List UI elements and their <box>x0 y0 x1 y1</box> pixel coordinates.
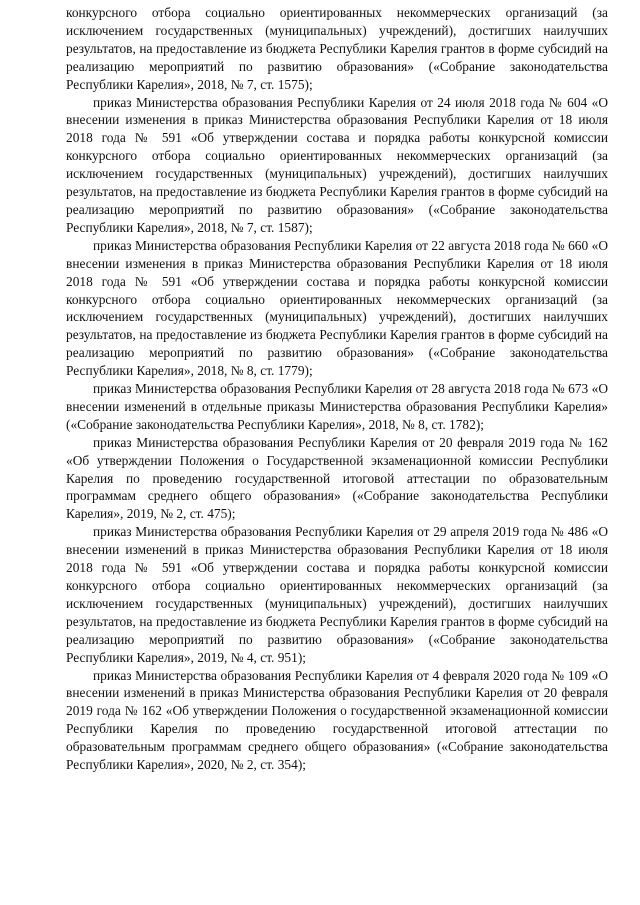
document-page <box>66 4 608 774</box>
paragraph-order-list-continuation: конкурсного отбора социально ориентированных некоммерческих организаций (за исключением государственных (муниципальных) учреждений), достигших наилучших результатов, на предоставление из бюджета Республики Карелия грантов в форме субсидий на реализацию мероприятий по развитию образования» («Собрание законодательства Республики Карелия», 2018, № 7, ст. 1575); <box>66 5 608 92</box>
paragraph-order-486: приказ Министерства образования Республики Карелия от 29 апреля 2019 года № 486 «О внесении изменений в приказ Министерства образования Республики Карелия от 18 июля 2018 года № 591 «Об утверждении состава и порядка работы конкурсной комиссии конкурсного отбора социально ориентированных некоммерческих организаций (за исключением государственных (муниципальных) учреждений), достигших наилучших результатов, на предоставление из бюджета Республики Карелия грантов в форме субсидий на реализацию мероприятий по развитию образования» («Собрание законодательства Республики Карелия», 2019, № 4, ст. 951); <box>66 524 608 665</box>
paragraph-order-604: приказ Министерства образования Республики Карелия от 24 июля 2018 года № 604 «О внесении изменения в приказ Министерства образования Республики Карелия от 18 июля 2018 года № 591 «Об утверждении состава и порядка работы конкурсной комиссии конкурсного отбора социально ориентированных некоммерческих организаций (за исключением государственных (муниципальных) учреждений), достигших наилучших результатов, на предоставление из бюджета Республики Карелия грантов в форме субсидий на реализацию мероприятий по развитию образования» («Собрание законодательства Республики Карелия», 2018, № 7, ст. 1587); <box>66 94 608 235</box>
paragraph-order-162: приказ Министерства образования Республики Карелия от 20 февраля 2019 года № 162 «Об утверждении Положения о Государственной экзаменационной комиссии Республики Карелия по проведению государственной итоговой аттестации по образовательным программам среднего общего образования» («Собрание законодательства Республики Карелия», 2019, № 2, ст. 475); <box>66 434 608 522</box>
paragraph-order-660: приказ Министерства образования Республики Карелия от 22 августа 2018 года № 660 «О внесении изменения в приказ Министерства образования Республики Карелия от 18 июля 2018 года № 591 «Об утверждении состава и порядка работы конкурсной комиссии конкурсного отбора социально ориентированных некоммерческих организаций (за исключением государственных (муниципальных) учреждений), достигших наилучших результатов, на предоставление из бюджета Республики Карелия грантов в форме субсидий на реализацию мероприятий по развитию образования» («Собрание законодательства Республики Карелия», 2018, № 8, ст. 1779); <box>66 237 608 379</box>
paragraph-order-109: приказ Министерства образования Республики Карелия от 4 февраля 2020 года № 109 «О внесении изменений в приказ Министерства образования Республики Карелия от 20 февраля 2019 года № 162 «Об утверждении Положения о государственной экзаменационной комиссии Республики Карелия по проведению государственной итоговой аттестации по образовательным программам среднего общего образования» («Собрание законодательства Республики Карелия», 2020, № 2, ст. 354); <box>66 667 608 773</box>
paragraph-order-673: приказ Министерства образования Республики Карелия от 28 августа 2018 года № 673 «О внесении изменений в отдельные приказы Министерства образования Республики Карелия» («Собрание законодательства Республики Карелия», 2018, № 8, ст. 1782); <box>66 381 608 432</box>
